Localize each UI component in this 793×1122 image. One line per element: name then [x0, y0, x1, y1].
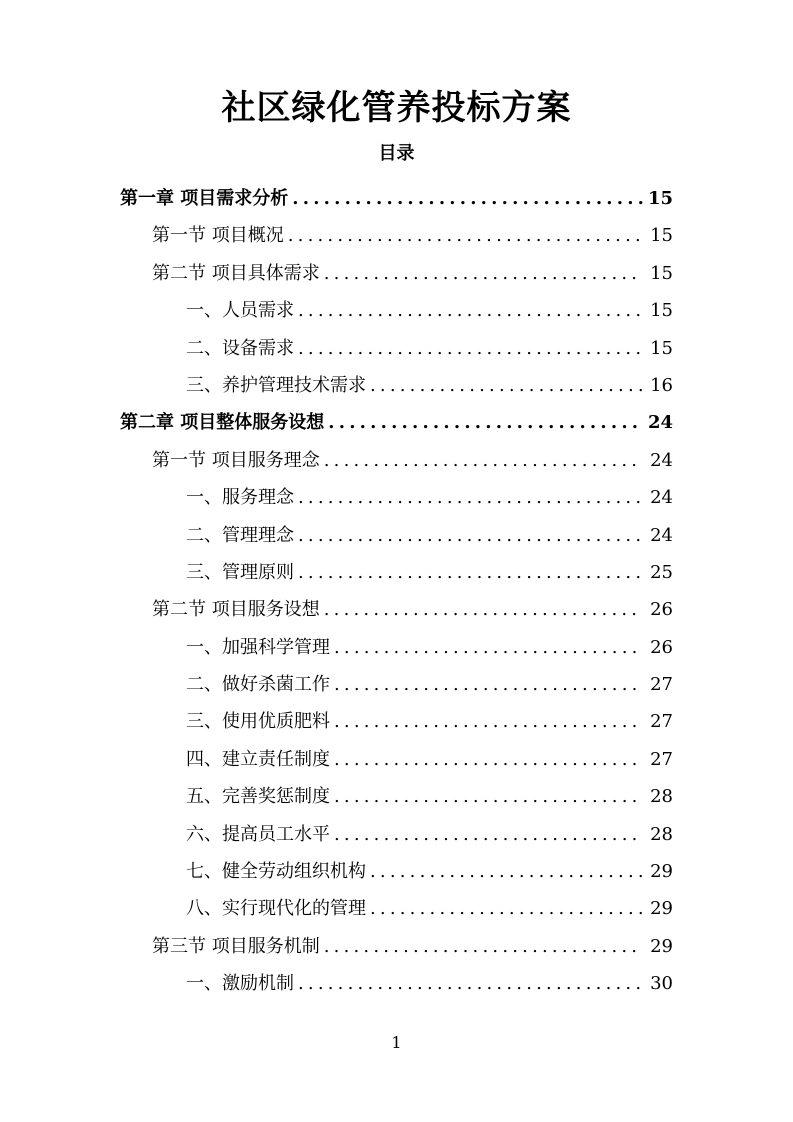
toc-entry-item[interactable] — [0, 666, 793, 703]
toc-entry-label: 五、完善奖惩制度 — [186, 786, 330, 808]
toc-entry-label: 六、提高员工水平 — [186, 823, 330, 845]
toc-entry-label: 第一节 项目服务理念 — [152, 449, 320, 471]
toc-entry-section[interactable] — [0, 442, 793, 479]
toc-entry-label: 第二章 项目整体服务设想 — [120, 412, 325, 434]
toc-entry-page: 25 — [650, 561, 673, 583]
toc-entry-label: 一、人员需求 — [186, 300, 294, 322]
toc-entry-label: 二、做好杀菌工作 — [186, 674, 330, 696]
toc-entry-label: 第一节 项目概况 — [152, 225, 284, 247]
toc-entry-page: 15 — [650, 337, 673, 359]
page-number: 1 — [391, 1033, 402, 1052]
toc-entry-page: 27 — [650, 674, 673, 696]
toc-entry-section[interactable] — [0, 217, 793, 254]
toc-entry-item[interactable] — [0, 853, 793, 890]
toc-entry-label: 三、使用优质肥料 — [186, 711, 330, 733]
toc-entry-label: 三、养护管理技术需求 — [186, 374, 366, 396]
toc-dot-leader — [370, 890, 643, 927]
toc-entry-label: 第二节 项目服务设想 — [152, 599, 320, 621]
toc-entry-page: 15 — [650, 300, 673, 322]
toc-entry-page: 24 — [650, 487, 673, 509]
toc-entry-page: 24 — [650, 449, 673, 471]
toc-dot-leader — [298, 965, 643, 1002]
toc-entry-section[interactable] — [0, 591, 793, 628]
toc-entry-page: 28 — [650, 786, 673, 808]
toc-dot-leader — [298, 554, 643, 591]
toc-entry-page: 29 — [650, 898, 673, 920]
toc-entry-chapter[interactable] — [0, 404, 793, 441]
toc-entry-item[interactable] — [0, 629, 793, 666]
toc-dot-leader — [370, 367, 643, 404]
toc-entry-page: 29 — [650, 861, 673, 883]
toc-entry-label: 第二节 项目具体需求 — [152, 262, 320, 284]
toc-dot-leader — [324, 591, 643, 628]
toc-entry-item[interactable] — [0, 367, 793, 404]
toc-dot-leader — [324, 928, 643, 965]
toc-entry-item[interactable] — [0, 965, 793, 1002]
toc-entry-page: 16 — [650, 374, 673, 396]
toc-dot-leader — [324, 442, 643, 479]
toc-dot-leader — [298, 517, 643, 554]
toc-entry-label: 八、实行现代化的管理 — [186, 898, 366, 920]
toc-entry-item[interactable] — [0, 292, 793, 329]
toc-entry-label: 一、激励机制 — [186, 973, 294, 995]
toc-dot-leader — [334, 741, 643, 778]
toc-entry-page: 26 — [650, 599, 673, 621]
toc-entry-item[interactable] — [0, 816, 793, 853]
toc-entry-label: 三、管理原则 — [186, 561, 294, 583]
toc-entry-page: 29 — [650, 935, 673, 957]
toc-entry-page: 24 — [650, 524, 673, 546]
toc-entry-page: 26 — [650, 636, 673, 658]
toc-entry-item[interactable] — [0, 517, 793, 554]
toc-dot-leader — [324, 255, 643, 292]
toc-heading: 目录 — [378, 143, 415, 164]
toc-dot-leader — [334, 778, 643, 815]
toc-entry-page: 15 — [650, 225, 673, 247]
toc-entry-section[interactable] — [0, 255, 793, 292]
toc-dot-leader — [292, 180, 643, 217]
toc-entry-item[interactable] — [0, 890, 793, 927]
toc-dot-leader — [334, 629, 643, 666]
toc-dot-leader — [328, 404, 643, 441]
toc-entry-label: 一、服务理念 — [186, 487, 294, 509]
toc-entry-page: 24 — [647, 412, 673, 434]
toc-entry-item[interactable] — [0, 741, 793, 778]
toc-entry-item[interactable] — [0, 703, 793, 740]
toc-dot-leader — [298, 330, 643, 367]
toc-entry-page: 28 — [650, 823, 673, 845]
toc-entry-label: 第三节 项目服务机制 — [152, 935, 320, 957]
toc-entry-item[interactable] — [0, 330, 793, 367]
toc-entry-item[interactable] — [0, 479, 793, 516]
toc-dot-leader — [370, 853, 643, 890]
toc-dot-leader — [298, 479, 643, 516]
toc-dot-leader — [334, 703, 643, 740]
toc-entry-label: 一、加强科学管理 — [186, 636, 330, 658]
toc-dot-leader — [334, 816, 643, 853]
toc-entry-label: 七、健全劳动组织机构 — [186, 861, 366, 883]
document-title: 社区绿化管养投标方案 — [221, 88, 572, 128]
toc-entry-label: 第一章 项目需求分析 — [120, 188, 289, 209]
toc-entry-label: 四、建立责任制度 — [186, 748, 330, 770]
toc-dot-leader — [334, 666, 643, 703]
toc-entry-item[interactable] — [0, 778, 793, 815]
toc-entry-page: 30 — [650, 973, 673, 995]
toc-entry-item[interactable] — [0, 554, 793, 591]
toc-entry-section[interactable] — [0, 928, 793, 965]
toc-entry-page: 27 — [650, 748, 673, 770]
table-of-contents — [0, 180, 793, 1003]
toc-entry-chapter[interactable] — [0, 180, 793, 217]
toc-dot-leader — [298, 292, 643, 329]
toc-entry-label: 二、设备需求 — [186, 337, 294, 359]
toc-entry-page: 15 — [647, 188, 673, 209]
toc-entry-label: 二、管理理念 — [186, 524, 294, 546]
toc-entry-page: 15 — [650, 262, 673, 284]
toc-dot-leader — [288, 217, 643, 254]
toc-entry-page: 27 — [650, 711, 673, 733]
